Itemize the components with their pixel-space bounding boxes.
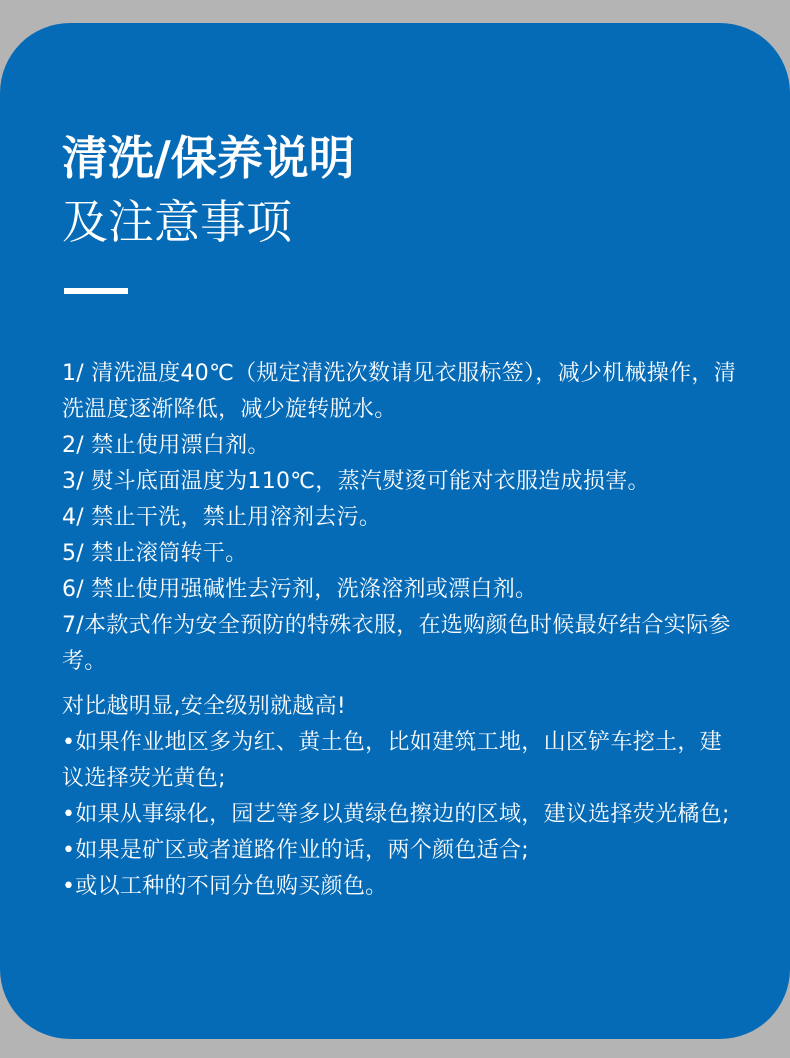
tip-item: •或以工种的不同分色购买颜色。 — [62, 874, 388, 899]
page-subtitle: 及注意事项 — [62, 195, 292, 249]
tip-item: •如果从事绿化，园艺等多以黄绿色擦边的区域，建议选择荧光橘色; — [62, 802, 730, 827]
safety-tips-heading: 对比越明显,安全级别就越高! — [62, 694, 347, 719]
instruction-item: 1/ 清洗温度40℃（规定清洗次数请见衣服标签），减少机械操作，清洗温度逐渐降低，减少旋转脱水。 — [62, 361, 737, 422]
instruction-item: 6/ 禁止使用强碱性去污剂，洗涤溶剂或漂白剂。 — [62, 577, 538, 602]
instruction-item: 5/ 禁止滚筒转干。 — [62, 541, 248, 566]
page-title: 清洗/保养说明 — [62, 131, 355, 185]
instruction-item: 3/ 熨斗底面温度为110℃，蒸汽熨烫可能对衣服造成损害。 — [62, 469, 650, 494]
tip-item: •如果是矿区或者道路作业的话，两个颜色适合; — [62, 838, 529, 863]
tip-item: •如果作业地区多为红、黄土色，比如建筑工地，山区铲车挖土，建议选择荧光黄色; — [62, 730, 722, 791]
title-divider — [64, 288, 128, 294]
instruction-item: 7/本款式作为安全预防的特殊衣服，在选购颜色时候最好结合实际参考。 — [62, 613, 731, 674]
instruction-item: 4/ 禁止干洗，禁止用溶剂去污。 — [62, 505, 382, 530]
color-tips-list — [62, 725, 742, 905]
instruction-item: 2/ 禁止使用漂白剂。 — [62, 433, 270, 458]
care-instructions-card — [0, 23, 790, 1039]
washing-instructions-list — [62, 356, 742, 680]
